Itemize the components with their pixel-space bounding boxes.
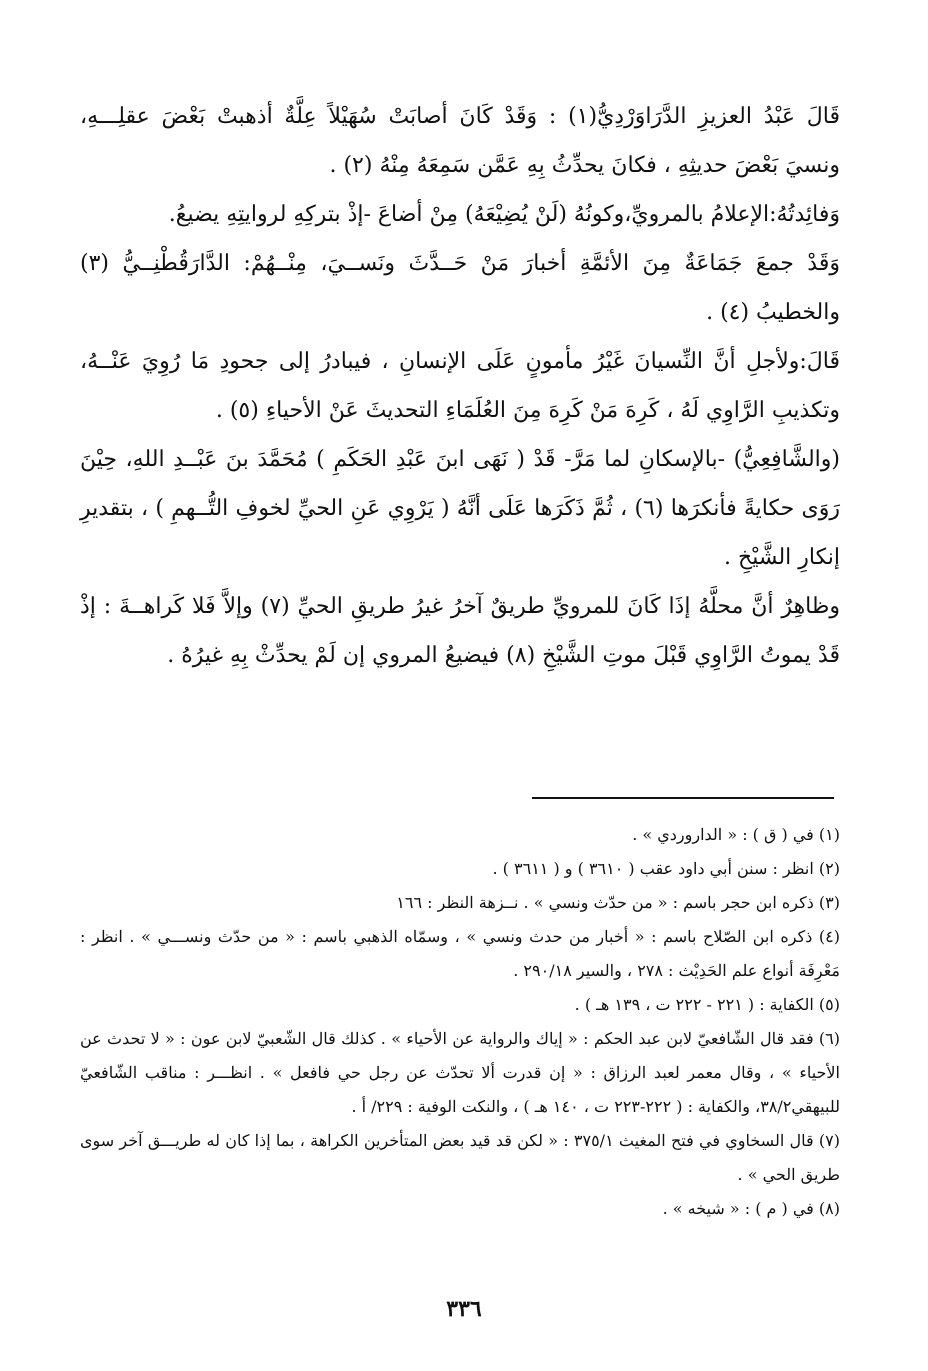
paragraph-shafii: (والشَّافِعِيُّ) -بالإسكانِ لما مَرَّ- قَدْ ( نَهَى ابنَ عَبْدِ الحَكَمِ ) مُحَمَّدَ بنَ عَبْــدِ اللهِ، حِيْنَ رَوَى حكايةً فأنكرَها (٦) ، ثُمَّ ذَكَرَها عَلَى أنَّهُ ( يَرْوِي عَنِ الحيِّ لخوفِ التُّــهمِ ) ، بتقديرِ إنكارِ الشَّيْخِ .	[80, 447, 840, 570]
footnote-8: (٨) في ( م ) : « شيخه » .	[662, 1199, 840, 1218]
footnote-1: (١) في ( ق ) : « الداروردي » .	[632, 825, 840, 844]
footnote-5: (٥) الكفاية : ( ٢٢١ - ٢٢٢ ت ، ١٣٩ هـ ) .	[574, 995, 840, 1014]
paragraph-abdulaziz-quote: قَالَ عَبْدُ العزيزِ الدَّرَاوَرْدِيُّ(١) : وَقَدْ كَانَ أصابَتْ سُهَيْلاً عِلَّةٌ أذهبتْ بَعْضَ عقلِـــهِ، ونسيَ بَعْضَ حديثِهِ ، فكانَ يحدِّثُ بِهِ عَمَّن سَمِعَهُ مِنْهُ (٢) .	[80, 104, 840, 178]
main-text-block	[80, 92, 840, 680]
page-number: ٣٣٦	[446, 1296, 482, 1322]
footnote-3: (٣) ذكره ابن حجر باسم : « من حدّث ونسي » . نــزهة النظر : ١٦٦	[396, 893, 840, 912]
footnote-4: (٤) ذكره ابن الصّلاح باسم : « أخبار من حدث ونسي » ، وسمّاه الذهبي باسم : « من حدّث ونســـي » . انظر : مَعْرِفَة أنواع علم الحَدِيْث : ٢٧٨ ، والسير ٢٩٠/١٨ .	[80, 927, 840, 980]
paragraph-forgetfulness: قَالَ:ولأجلِ أنَّ النِّسيانَ غَيْرُ مأمونٍ عَلَى الإنسانِ ، فيبادرُ إلى جحودِ مَا رُوِيَ عَنْــهُ، وتكذيبِ الرَّاوِي لَهُ ، كَرِهَ مَنْ كَرِهَ مِنَ العُلَمَاءِ التحديثَ عَنْ الأحياءِ (٥) .	[80, 349, 840, 423]
paragraph-benefit: وَفائِدتُهُ:الإعلامُ بالمرويِّ،وكونُهُ (لَنْ يُضِيْعَهُ) مِنْ أضاعَ -إذْ بتركِهِ لروايتِهِ يضيعُ.	[168, 202, 840, 227]
footnote-6: (٦) فقد قال الشّافعيّ لابن عبد الحكم : « إياك والرواية عن الأحياء » . كذلك قال الشّعبيّ لابن عون : « لا تحدث عن الأحياء » ، وقال معمر لعبد الرزاق : « إن قدرت ألا تحدّث عن رجل حي فافعل » . انظـــر : مناقب الشّافعيّ للبيهقي٣٨/٢، والكفاية : ( ٢٢٢-٢٢٣ ت ، ١٤٠ هـ ) ، والنكت الوفية : ٢٢٩/ أ .	[80, 1029, 840, 1116]
paragraph-conclusion: وظاهِرٌ أنَّ محلَّهُ إذَا كَانَ للمرويِّ طريقٌ آخرُ غيرُ طريقِ الحيِّ (٧) وإلاَّ فَلا كَراهــةَ : إذْ قَدْ يموتُ الرَّاوِي قَبْلَ موتِ الشَّيْخِ (٨) فيضيعُ المروي إن لَمْ يحدِّثْ بِهِ غيرُهُ .	[80, 594, 841, 668]
footnotes-block	[80, 818, 840, 1226]
footnote-2: (٢) انظر : سنن أبي داود عقب ( ٣٦١٠ ) و ( ٣٦١١ ) .	[492, 859, 840, 878]
footnote-7: (٧) قال السخاوي في فتح المغيث ٣٧٥/١ : « لكن قد قيد بعض المتأخرين الكراهة ، بما إذا كان له طريـــق آخر سوى طريق الحي » .	[80, 1131, 840, 1184]
paragraph-collected-reports: وَقَدْ جمعَ جَمَاعَةٌ مِنَ الأئمَّةِ أخبارَ مَنْ حَــدَّثَ ونَســيَ، مِنْــهُمْ: الدَّارَقُطْنِــيُّ (٣) والخطيبُ (٤) .	[80, 251, 840, 325]
footnote-separator	[532, 797, 834, 799]
